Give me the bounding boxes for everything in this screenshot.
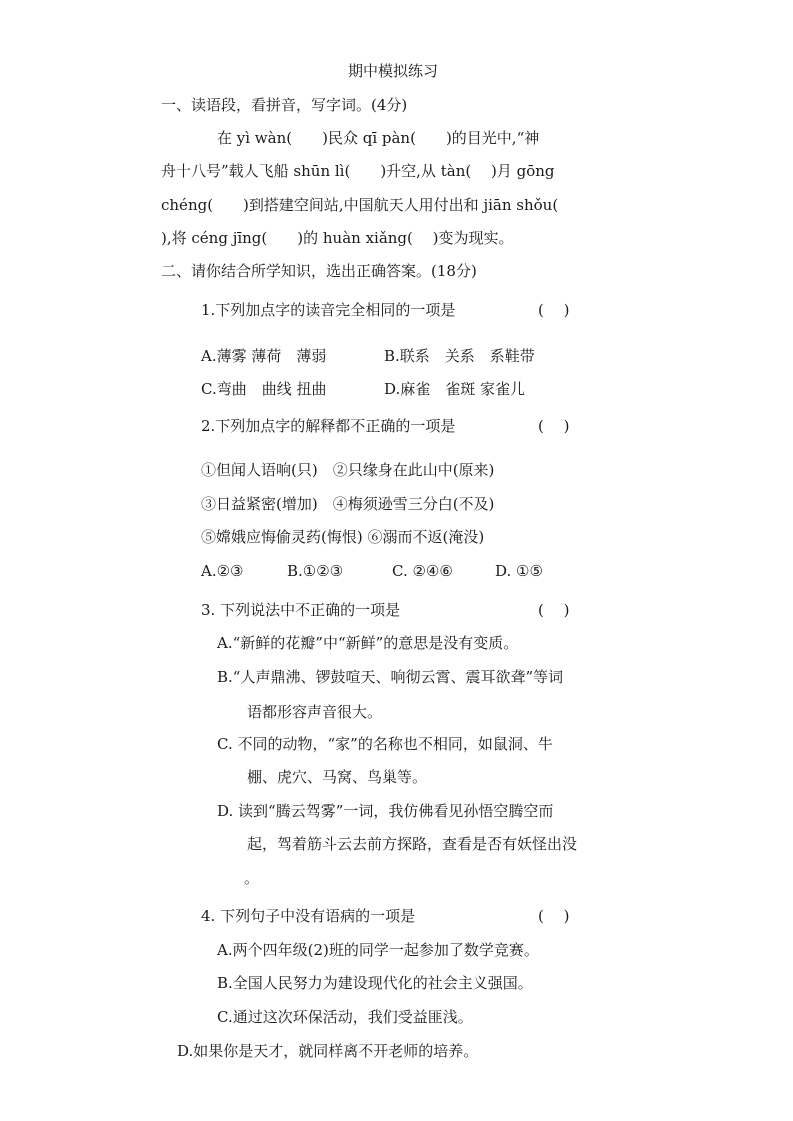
q2-option-a: A.②③ <box>201 562 244 580</box>
q2-option-c: C. ②④⑥ <box>392 562 453 580</box>
q3-line-2: B.“人声鼎沸、锣鼓喧天、响彻云霄、震耳欲聋”等词 <box>217 668 564 686</box>
q2-item-1: ①但闻人语响(只) ②只缘身在此山中(原来) <box>201 461 495 479</box>
q2-option-d: D. ①⑤ <box>495 562 543 580</box>
section1-heading: 一、读语段，看拼音，写字词。(4分) <box>161 96 408 114</box>
q3-line-8: 。 <box>244 869 260 887</box>
section1-line-1: 在 yì wàn( )民众 qī pàn( )的目光中,“神 <box>217 129 540 147</box>
q3-stem: 3. 下列说法中不正确的一项是 <box>201 601 401 619</box>
section2-heading: 二、请你结合所学知识，选出正确答案。(18分) <box>161 262 477 280</box>
q3-line-5: 棚、虎穴、马窝、鸟巢等。 <box>247 768 428 786</box>
q3-line-7: 起，驾着筋斗云去前方探路，查看是否有妖怪出没 <box>247 835 578 853</box>
q4-stem: 4. 下列句子中没有语病的一项是 <box>201 907 416 925</box>
q2-stem: 2.下列加点字的解释都不正确的一项是 <box>201 417 456 435</box>
q4-answer-bracket: ( ) <box>538 907 570 925</box>
q4-option-d: D.如果你是天才，就同样离不开老师的培养。 <box>177 1042 479 1060</box>
q1-option-c: C.弯曲 曲线 扭曲 <box>201 380 327 398</box>
q3-line-3: 语都形容声音很大。 <box>247 703 383 721</box>
q4-option-a: A.两个四年级(2)班的同学一起参加了数学竞赛。 <box>217 941 539 959</box>
q1-option-d: D.麻雀 雀斑 家雀儿 <box>384 380 526 398</box>
q4-option-b: B.全国人民努力为建设现代化的社会主义强国。 <box>217 974 533 992</box>
q4-option-c: C.通过这次环保活动，我们受益匪浅。 <box>217 1008 473 1026</box>
q1-option-a: A.薄雾 薄荷 薄弱 <box>201 347 327 365</box>
q1-answer-bracket: ( ) <box>538 301 570 319</box>
q2-item-3: ⑤嫦娥应悔偷灵药(悔恨) ⑥溺而不返(淹没) <box>201 528 485 546</box>
section1-line-2: 舟十八号”载人飞船 shūn lì( )升空,从 tàn( )月 gōng <box>161 162 555 180</box>
q3-line-4: C. 不同的动物，“家”的名称也不相同，如鼠洞、牛 <box>217 735 553 753</box>
q2-answer-bracket: ( ) <box>538 417 570 435</box>
q3-answer-bracket: ( ) <box>538 601 570 619</box>
page-title: 期中模拟练习 <box>348 62 439 80</box>
q2-option-b: B.①②③ <box>287 562 344 580</box>
q1-option-b: B.联系 关系 系鞋带 <box>384 347 535 365</box>
q3-line-1: A.“新鲜的花瓣”中“新鲜”的意思是没有变质。 <box>217 634 519 652</box>
q1-stem: 1.下列加点字的读音完全相同的一项是 <box>201 301 456 319</box>
q2-item-2: ③日益紧密(增加) ④梅须逊雪三分白(不及) <box>201 495 495 513</box>
q3-line-6: D. 读到“腾云驾雾”一词，我仿佛看见孙悟空腾空而 <box>217 802 554 820</box>
section1-line-3: chéng( )到搭建空间站,中国航天人用付出和 jiān shǒu( <box>161 196 559 214</box>
section1-line-4: ),将 céng jīng( )的 huàn xiǎng( )变为现实。 <box>161 229 514 247</box>
